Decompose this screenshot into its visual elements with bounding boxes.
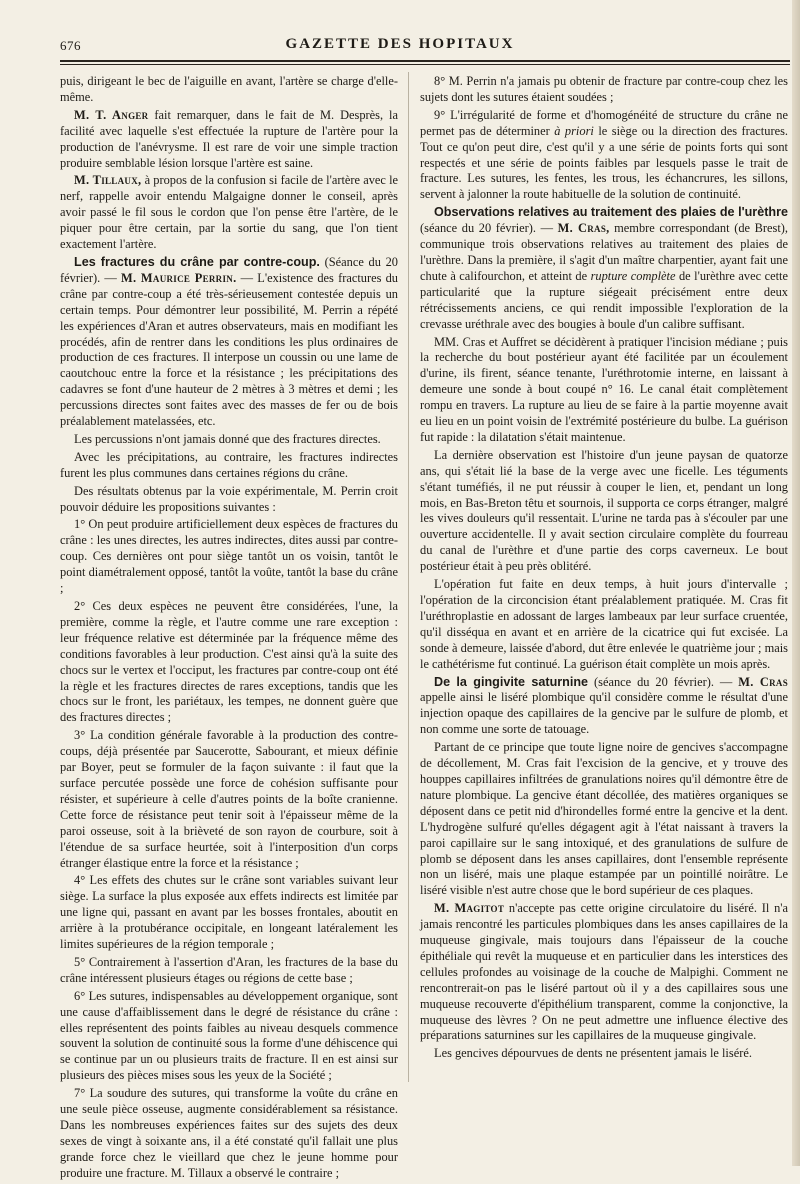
- paragraph: [420, 108, 788, 203]
- paragraph: Partant de ce principe que toute ligne noire de gencives s'accompagne de décollement, M. Cras fait l'excision de la gencive, et y trouve des houppes capillaires infiltrées de granulations noires qu'il démontre être de nature plombique. La gencive étant décollée, des matières organiques se déposent dans ce petit nid d'hirondelles formé entre la gencive et la dent. L'hydrogène sulfuré qu'elles dégagent agit à l'état naissant à travers la paroi capillaire sur le sang intoxiqué, et des granulations de sulfure de plomb se déposent dans les anses capillaires, dont l'ensemble représente non un liséré, mais une plaque estampée par un pointillé noirâtre. Le liséré visible n'est autre chose que le bord supérieur de ces plaques.: [420, 740, 788, 898]
- paragraph-text: le siège ou la direction des fractures. Tout ce qu'on peut dire, c'est qu'il y a une série de points forts qui sont respectés et une série de points faibles par lesquels passe le trait de fracture. Les sutures, les fentes, les trous, les échancrures, les sillons, servent à jalonner la route habituelle de la solution de continuité.: [420, 123, 788, 202]
- paragraph: [420, 675, 788, 739]
- italic-text: à priori: [554, 123, 594, 138]
- paragraph: Les gencives dépourvues de dents ne présentent jamais le liséré.: [434, 1046, 752, 1061]
- header-rule: [60, 60, 790, 62]
- paragraph-text: membre correspondant (de Brest), communique trois observations relatives au traitement des plaies de l'urèthre. Dans la première, il s'agit d'un maître charpentier, ayant fait une chute à califourchon, et atteint de: [420, 221, 789, 283]
- speaker-name: M. Cras,: [557, 221, 610, 236]
- speaker-name: M. Maurice Perrin.: [121, 270, 237, 285]
- session-date: (Séance du 20 février). —: [60, 254, 398, 285]
- page-number: 676: [60, 38, 81, 53]
- paragraph-text: appelle ainsi le liséré plombique qu'il considère comme le résultat d'une injection opaque des capillaires de la gencive par le sulfure de plomb, et non comme une sorte de tatouage.: [420, 690, 788, 737]
- paragraph: 5° Contrairement à l'assertion d'Aran, les fractures de la base du crâne intéressent plusieurs étages ou régions de cette base ;: [60, 954, 398, 985]
- page-edge-shadow: [792, 0, 800, 1166]
- session-date: (séance du 20 février). —: [420, 221, 558, 236]
- paragraph: 6° Les sutures, indispensables au développement organique, sont une cause d'affaiblissement dans le degré de résistance du crâne : elles représentent des points faibles au niveau desquels commence souvent la solution de continuité sous la forme d'une déhiscence qui se continue par un ou plusieurs traits de fracture. Il en est ainsi sur plusieurs des pièces mises sous les yeux de la Société ;: [60, 988, 398, 1083]
- paragraph-text: à propos de la confusion si facile de l'artère avec le nerf, rappelle avoir entendu Malgaigne donner le conseil, après avoir passé le fil sous le cordon que l'on pense être l'artère, de le piquer pour être certain, par la sortie du sang, que l'on tient exactement l'artère.: [60, 173, 399, 252]
- italic-text: rupture complète: [590, 268, 676, 283]
- speaker-name: M. Cras: [738, 674, 789, 689]
- section-heading: De la gingivite saturnine: [434, 674, 589, 689]
- paragraph-text: n'accepte pas cette origine circulatoire du liséré. Il n'a jamais rencontré les particules plombiques dans les anses capillaires de la muqueuse gingivale, mais toujours dans l'épaisseur de la couche épithéliale qui revêt la muqueuse et en particulier dans les interstices des cellules profondes au voisinage de la couche de Malpighi. Comment ne rencontrerait-on pas le liséré partout où il y a des capillaires sous une muqueuse recouverte d'épithélium transparent, comme la conjonctive, la muqueuse des lèvres ? On ne peut admettre une influence élective des préparations saturnines sur les capillaires de la muqueuse gingivale.: [420, 901, 788, 1043]
- left-column: [60, 74, 398, 1184]
- paragraph: 2° Ces deux espèces ne peuvent être considérées, l'une, la première, comme la règle, et l'autre comme une rare exception : leur fréquence relative est déterminée par la fréquence même des conditions favorables à leur production. C'est ainsi qu'à la suite des chocs sur le vertex et l'occiput, les fractures par contre-coup ont été la règle et les fractures directes de rares exceptions, tandis que les chocs sur le front, les pariétaux, les tempes, ne donnent guère que des fractures directes ;: [60, 599, 398, 725]
- paragraph: Des résultats obtenus par la voie expérimentale, M. Perrin croit pouvoir déduire les propositions suivantes :: [60, 483, 398, 514]
- speaker-name: M. Magitot: [434, 901, 505, 916]
- paragraph: [60, 255, 398, 430]
- paragraph: Les percussions n'ont jamais donné que des fractures directes.: [74, 431, 381, 446]
- paragraph: puis, dirigeant le bec de l'aiguille en avant, l'artère se charge d'elle-même.: [60, 74, 398, 104]
- paragraph: Avec les précipitations, au contraire, les fractures indirectes furent les plus communes dans certaines régions du crâne.: [60, 449, 398, 480]
- paragraph: 1° On peut produire artificiellement deux espèces de fractures du crâne : les unes directes, les autres indirectes, dites aussi par contre-coup. Ces dernières ont pour siège tantôt un os voisin, tantôt le point diamétralement opposé, tantôt la voûte, tantôt la base du crâne ;: [60, 517, 398, 596]
- journal-title: GAZETTE DES HOPITAUX: [285, 36, 515, 52]
- paragraph: 8° M. Perrin n'a jamais pu obtenir de fracture par contre-coup chez les sujets dont les sutures étaient soudées ;: [420, 74, 788, 104]
- paragraph: [60, 108, 398, 172]
- column-divider: [408, 72, 409, 1082]
- header-rule-thin: [60, 64, 790, 65]
- paragraph: [420, 901, 788, 1044]
- paragraph: 3° La condition générale favorable à la production des contre-coups, déjà présentée par Saucerotte, Sabourant, et mieux définie par Boyer, peut se formuler de la façon suivante : il faut que la surface percutée possède une force de cohésion suffisante pour résister, et supérieure à celle d'autres points de la boîte cranienne. Cette force de résistance peut tenir soit à l'épaisseur même de la paroi osseuse, soit à la brièveté de son rayon de courbure, soit à l'étendue de sa surface heurtée, soit à l'interposition d'un corps étranger élastique entre la force et la résistance ;: [60, 728, 398, 870]
- right-column: [420, 74, 788, 1064]
- paragraph: L'opération fut faite en deux temps, à huit jours d'intervalle ; l'opération de la circoncision étant préalablement pratiquée. M. Cras fit l'uréthroplastie en adossant de larges lambeaux par leur surface cruentée, qu'il disséqua en avant et en arrière de la cicatrice qui fut excisée. La sonde à demeure, laissée d'abord, dut être enlevée le quatrième jour ; mais le cathétérisme fut continué. La guérison était complète un mois après.: [420, 577, 788, 671]
- section-heading: Observations relatives au traitement des plaies de l'urèthre: [434, 205, 788, 220]
- paragraph-text: de l'urèthre avec cette particularité que la rupture siégeait précisément entre deux rétrécissements anciens, ce qui rendit impossible l'exploration de la crevasse uréthrale avec des bougies à boule d'un calibre suffisant.: [420, 268, 788, 331]
- section-heading: Les fractures du crâne par contre-coup.: [74, 254, 320, 269]
- paragraph: 4° Les effets des chutes sur le crâne sont variables suivant leur siège. La surface la plus exposée aux effets indirects est limitée par une ligne qui, passant en avant par les bosses frontales, aboutit en arrière à la protubérance occipitale, en longeant latéralement les limites supérieures de la région temporale ;: [60, 873, 398, 952]
- paragraph-text: — L'existence des fractures du crâne par contre-coup a été très-sérieusement contestée depuis un certain temps. Pour démontrer leur possibilité, M. Perrin a répété les expériences d'Aran et autres observateurs, mais en modifiant les procédés, afin de rentrer dans les conditions les plus ordinaires de production de ces fractures. Il interpose un coussin ou une lame de caoutchouc entre la force et la résistance ; les précipitations des cadavres se font d'une hauteur de 2 mètres à 3 mètres et demi ; les percussions directes sont faites avec des masses de fer ou de bois préalablement matelassées, etc.: [60, 270, 398, 429]
- paragraph-text: fait remarquer, dans le fait de M. Desprès, la facilité avec laquelle s'est effectuée la rupture de l'artère pour la production de l'anévrysme. Il est rare de voir une simple traction produire semblable lésion lorsque l'artère est saine.: [60, 107, 398, 170]
- speaker-name: M. T. Anger: [74, 107, 149, 122]
- paragraph: [60, 173, 398, 253]
- paragraph: [420, 205, 788, 332]
- paragraph: 7° La soudure des sutures, qui transforme la voûte du crâne en une seule pièce osseuse, augmente considérablement sa résistance. Dans les nombreuses expériences faites sur des sujets des deux sexes de vingt à soixante ans, il a été constaté qu'il fallait une plus grande force chez le vieillard que chez le jeune homme pour produire une fracture. M. Tillaux a observé le contraire ;: [60, 1086, 398, 1180]
- session-date: (séance du 20 février). —: [588, 674, 739, 689]
- paragraph: MM. Cras et Auffret se décidèrent à pratiquer l'incision médiane ; puis la recherche du bout postérieur ayant été facilitée par un écoulement d'urine, ils firent, séance tenante, l'uréthrotomie interne, en laissant à demeure une sonde à bout coupé n° 16. Le canal était complètement rompu en travers. La rupture au lieu de se faire à la partie moyenne avait eu lieu en un point voisin de l'extrémité postérieure du bulbe. La guérison fut rapide : la dilatation s'était maintenue.: [420, 334, 788, 444]
- paragraph: La dernière observation est l'histoire d'un jeune paysan de quatorze ans, qui s'était lié la base de la verge avec une ficelle. Les téguments s'étant tuméfiés, il ne put réussir à couper le lien, et, pendant un long mois, en Bas-Breton têtu et sournois, il supporta ce corps étranger, malgré les vives douleurs qu'il ressentait. L'urine ne tarda pas à s'écouler par une ouverture accidentelle. Il y avait section circulaire complète du fourreau du canal de l'urèthre et d'une partie des corps caverneux. Le bout postérieur était à peu près oblitéré.: [420, 447, 788, 574]
- speaker-name: M. Tillaux,: [74, 173, 142, 188]
- paragraph-text: 9° L'irrégularité de forme et d'homogénéité de structure du crâne ne permet pas de déterminer: [420, 107, 788, 138]
